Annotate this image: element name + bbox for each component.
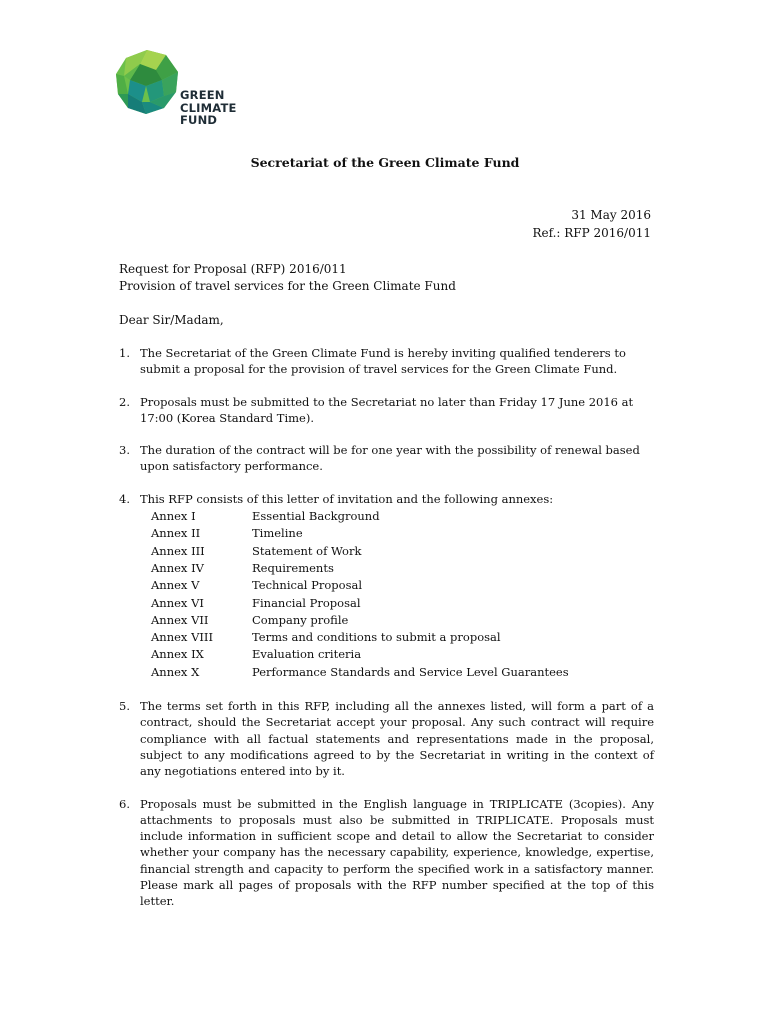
annex-label: Annex I	[151, 509, 196, 524]
annex-label: Annex V	[151, 578, 200, 593]
annex-label: Annex II	[151, 526, 201, 541]
list-item	[119, 442, 654, 475]
date-block	[532, 206, 651, 242]
item-number: 1.	[119, 346, 130, 360]
logo-line-climate: CLIMATE	[180, 100, 237, 115]
logo-line-green: GREEN	[180, 88, 225, 102]
list-item	[119, 796, 654, 910]
annex-row	[151, 577, 654, 594]
item-number: 2.	[119, 394, 130, 409]
item-text: This RFP consists of this letter of invitation and the following annexes:	[140, 491, 554, 506]
list-item	[119, 345, 654, 378]
item-number: 3.	[119, 443, 130, 458]
item-number: 5.	[119, 699, 130, 714]
item-text: Proposals must be submitted to the Secretariat no later than Friday 17 June 2016 at 17:00 (Korea Standard Time).	[140, 394, 634, 425]
annex-row	[151, 646, 654, 663]
annex-title: Requirements	[252, 560, 334, 575]
item-number: 6.	[119, 796, 130, 811]
list-item	[119, 698, 654, 779]
annex-label: Annex IV	[151, 560, 204, 575]
annex-row	[151, 629, 654, 646]
annex-title: Technical Proposal	[252, 578, 363, 593]
item-number: 4.	[119, 491, 130, 506]
logo-wordmark	[180, 89, 237, 127]
letter-ref: Ref.: RFP 2016/011	[532, 226, 651, 240]
item-text: Proposals must be submitted in the English language in TRIPLICATE (3copies). Any attachments to proposals must also be submitted in TRIPLICATE. Proposals must include information in sufficient scope and detail to allow the Secretariat to consider whether your company has the necessary capability, experience, knowledge, expertise, financial strength and capacity to perform the specified work in a satisfactory manner. Please mark all pages of proposals with the RFP number specified at the top of this letter.	[140, 796, 654, 909]
annex-title: Timeline	[252, 526, 303, 541]
salutation: Dear Sir/Madam,	[119, 313, 224, 327]
annex-row	[151, 595, 654, 612]
annex-title: Performance Standards and Service Level Guarantees	[252, 664, 569, 679]
rfp-heading	[119, 261, 456, 295]
annex-title: Evaluation criteria	[252, 647, 362, 662]
annex-row	[151, 543, 654, 560]
rfp-subject: Provision of travel services for the Green Climate Fund	[119, 279, 456, 293]
logo-line-fund: FUND	[180, 113, 218, 127]
annex-title: Terms and conditions to submit a proposal	[252, 630, 501, 645]
annex-label: Annex VII	[151, 612, 209, 627]
rfp-number: Request for Proposal (RFP) 2016/011	[119, 262, 347, 276]
annex-label: Annex IX	[151, 647, 204, 662]
annex-row	[151, 560, 654, 577]
annex-label: Annex VIII	[151, 630, 213, 645]
annex-row	[151, 612, 654, 629]
list-item	[119, 491, 654, 681]
item-text: The terms set forth in this RFP, including all the annexes listed, will form a part of a contract, should the Secretariat accept your proposal. Any such contract will require compliance with all factual statements and representations made in the proposal, subject to any modifications agreed to by the Secretariat in writing in the context of any negotiations entered into by it.	[140, 699, 654, 779]
annex-label: Annex VI	[151, 595, 204, 610]
letter-date: 31 May 2016	[571, 208, 651, 222]
annex-list	[140, 508, 654, 681]
list-item	[119, 394, 654, 427]
annex-title: Essential Background	[252, 509, 380, 524]
annex-row	[151, 664, 654, 681]
globe-icon	[116, 50, 178, 114]
annex-title: Company profile	[252, 612, 349, 627]
annex-label: Annex III	[151, 543, 205, 558]
gcf-logo	[116, 50, 246, 130]
annex-label: Annex X	[151, 664, 200, 679]
annex-row	[151, 525, 654, 542]
annex-row	[151, 508, 654, 525]
page-title: Secretariat of the Green Climate Fund	[250, 155, 520, 170]
annex-title: Financial Proposal	[252, 595, 361, 610]
numbered-list	[119, 345, 654, 910]
item-text: The Secretariat of the Green Climate Fund is hereby inviting qualified tenderers to submit a proposal for the provision of travel services for the Green Climate Fund.	[140, 346, 626, 377]
item-text: The duration of the contract will be for one year with the possibility of renewal based upon satisfactory performance.	[140, 443, 640, 474]
annex-title: Statement of Work	[252, 543, 362, 558]
